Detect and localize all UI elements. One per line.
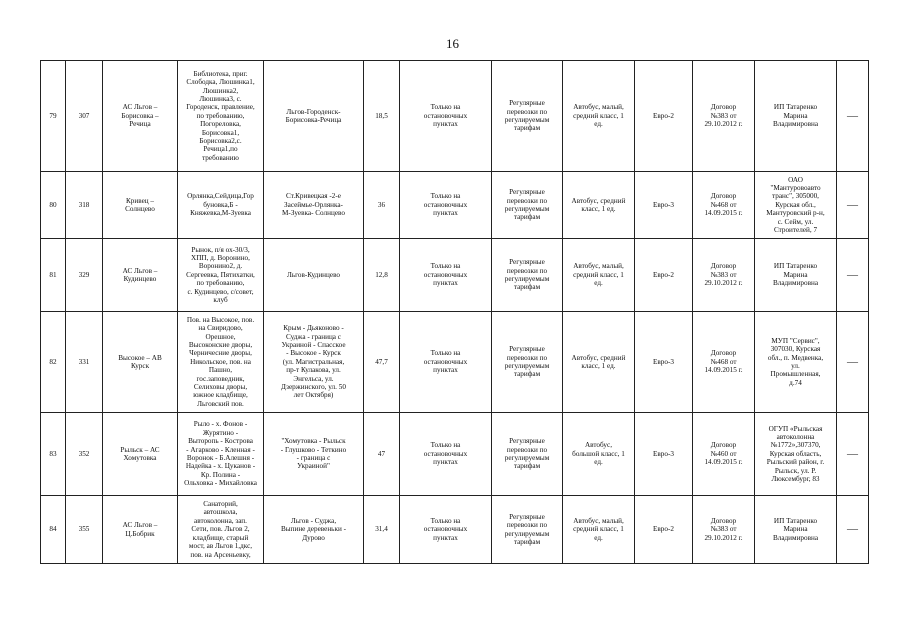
row-number-cell: 79 xyxy=(41,61,66,172)
cell-line: Рыльск, ул. Р. xyxy=(774,466,817,475)
cell-line: Регулярные xyxy=(509,437,545,446)
cell-line: с. Сейм, ул. xyxy=(777,217,814,226)
cell-line: Кудинцево xyxy=(123,275,157,283)
route-length-cell: 36 xyxy=(364,172,400,239)
cell-line: Рыльский район, г. xyxy=(766,458,825,467)
cell-line: регулируемым xyxy=(504,116,550,124)
vehicle-class-cell xyxy=(563,239,635,312)
dash-cell: — xyxy=(837,61,869,172)
route-name-cell xyxy=(103,239,178,312)
cell-line: Марина xyxy=(783,270,808,279)
cell-line: Рыло - х. Фонов - xyxy=(193,420,248,429)
cell-line: Борисовка1, xyxy=(201,128,240,137)
cell-line: Украиной" xyxy=(297,462,330,471)
cell-line: Договор xyxy=(710,441,737,450)
eco-class-cell: Евро-2 xyxy=(635,61,693,172)
cell-line: Автобус, xyxy=(584,441,612,450)
boarding-order-cell xyxy=(400,61,492,172)
row-number-cell: 84 xyxy=(41,496,66,564)
cell-line: остановочных xyxy=(423,270,468,279)
cell-line: Дурово xyxy=(302,533,325,542)
cell-line: пунктах xyxy=(433,279,458,288)
dash-cell: — xyxy=(837,312,869,413)
cell-line: Библиотека, приг. xyxy=(193,69,248,78)
cell-line: Селиховы дворы, xyxy=(193,383,248,392)
cell-line: Высоконские дворы, xyxy=(188,340,253,349)
transport-type-cell xyxy=(492,496,563,564)
route-name-cell xyxy=(103,312,178,413)
cell-line: Ц.Бобрик xyxy=(125,529,155,538)
cell-line: Пашно, xyxy=(208,366,233,375)
intermediate-stops-cell xyxy=(178,496,264,564)
eco-class-cell: Евро-2 xyxy=(635,496,693,564)
registration-number-cell: 355 xyxy=(66,496,103,564)
cell-line: Выторопь - Кострова xyxy=(188,437,253,446)
cell-line: Владимировна xyxy=(772,533,819,542)
table-row xyxy=(41,312,869,413)
cell-line: Люшинка2, xyxy=(202,86,239,95)
cell-line: Сергеевка, Пятихатки, xyxy=(186,270,255,279)
cell-line: лет Октября) xyxy=(293,391,334,400)
cell-line: регулируемым xyxy=(504,529,550,538)
cell-line: автоколонна, зап. xyxy=(194,516,247,525)
row-number-cell: 82 xyxy=(41,312,66,413)
cell-line: с. Кудинцево, с/совет, xyxy=(187,287,254,296)
cell-line: пов. на Арсеньевку, xyxy=(190,550,251,559)
route-name-cell xyxy=(103,496,178,564)
cell-line: класс, 1 ед. xyxy=(581,205,616,213)
carrier-cell xyxy=(755,239,837,312)
cell-line: 14.09.2015 г. xyxy=(704,209,743,218)
cell-line: Льгов - Суджа, xyxy=(290,516,337,525)
cell-line: 29.10.2012 г. xyxy=(704,279,743,288)
carrier-cell xyxy=(755,61,837,172)
route-name-cell xyxy=(103,172,178,239)
cell-line: Высокое – АВ xyxy=(118,353,162,362)
cell-line: Договор xyxy=(710,516,737,525)
contract-cell xyxy=(693,172,755,239)
cell-line: Марина xyxy=(783,525,808,534)
cell-line: ед. xyxy=(594,533,603,542)
eco-class-cell: Евро-3 xyxy=(635,312,693,413)
contract-cell xyxy=(693,61,755,172)
boarding-order-cell xyxy=(400,312,492,413)
cell-line: Льговский пов. xyxy=(197,399,244,408)
cell-line: тарифам xyxy=(513,213,541,222)
vehicle-class-cell xyxy=(563,413,635,496)
cell-line: Санаторий, xyxy=(203,500,238,509)
cell-line: АС Льгов – xyxy=(122,103,158,112)
contract-cell xyxy=(693,413,755,496)
row-number-cell: 81 xyxy=(41,239,66,312)
cell-line: Ольховка - Михайловка xyxy=(184,479,257,488)
cell-line: перевозки по xyxy=(506,445,548,454)
table-row xyxy=(41,172,869,239)
intermediate-stops-cell xyxy=(178,413,264,496)
cell-line: 307030, Курская xyxy=(770,345,821,354)
boarding-order-cell xyxy=(400,239,492,312)
intermediate-stops-cell xyxy=(178,172,264,239)
cell-line: остановочных xyxy=(423,449,468,458)
cell-line: ИП Татаренко xyxy=(773,516,818,525)
cell-line: требованию xyxy=(202,153,239,162)
cell-line: пр-т Кулакова, ул. xyxy=(286,366,341,375)
cell-line: Засеймье-Орлянка- xyxy=(284,200,343,209)
cell-line: тарифам xyxy=(513,124,541,133)
cell-line: №468 от xyxy=(710,357,737,366)
cell-line: обл., п. Медвенка, xyxy=(767,353,824,362)
cell-line: гос.заповедник, xyxy=(196,374,245,383)
cell-line: по требованию, xyxy=(196,279,245,288)
cell-line: Надейка - х. Цуканов - xyxy=(185,462,256,471)
cell-line: ед. xyxy=(594,120,603,129)
cell-line: ОАО xyxy=(788,175,803,184)
eco-class-cell: Евро-2 xyxy=(635,239,693,312)
cell-line: №468 от xyxy=(710,200,737,209)
cell-line: Только на xyxy=(430,516,461,525)
cell-line: Льгов-Городенск- xyxy=(286,107,341,116)
table-row xyxy=(41,496,869,564)
registration-number-cell: 352 xyxy=(66,413,103,496)
cell-line: класс, 1 ед. xyxy=(581,362,616,370)
cell-line: Журятино - xyxy=(202,428,239,437)
cell-line: №383 от xyxy=(710,111,737,120)
cell-line: пунктах xyxy=(433,209,458,218)
cell-line: 29.10.2012 г. xyxy=(704,120,743,129)
cell-line: Суджа - граница с xyxy=(285,332,341,341)
cell-line: Владимировна xyxy=(772,120,819,129)
cell-line: Орлянка,Сейдица,Гор xyxy=(187,192,254,201)
cell-line: Регулярные xyxy=(509,345,545,354)
cell-line: пунктах xyxy=(433,366,458,375)
cell-line: автошкола, xyxy=(203,508,238,517)
registration-number-cell: 331 xyxy=(66,312,103,413)
cell-line: д.74 xyxy=(789,378,802,387)
cell-line: перевозки по xyxy=(506,521,548,530)
cell-line: АС Льгов – xyxy=(122,266,158,275)
dash-cell: — xyxy=(837,413,869,496)
cell-line: №383 от xyxy=(710,270,737,279)
carrier-cell xyxy=(755,413,837,496)
cell-line: 14.09.2015 г. xyxy=(704,366,743,375)
registration-number-cell: 329 xyxy=(66,239,103,312)
cell-line: Черничесние дворы, xyxy=(189,349,252,358)
cell-line: остановочных xyxy=(423,525,468,534)
cell-line: Владимировна xyxy=(772,279,819,288)
cell-line: ул. xyxy=(791,362,800,370)
dash-cell: — xyxy=(837,172,869,239)
route-length-cell: 47 xyxy=(364,413,400,496)
vehicle-class-cell xyxy=(563,172,635,239)
cell-line: Речица1,по xyxy=(203,145,238,154)
cell-line: Борисовка – xyxy=(121,111,159,120)
cell-line: №1772»,307370, xyxy=(770,441,821,450)
cell-line: Люксембург, 83 xyxy=(771,475,820,484)
cell-line: остановочных xyxy=(423,357,468,366)
cell-line: тарифам xyxy=(513,283,541,292)
cell-line: Воронок - Б.Алешня - xyxy=(186,454,255,462)
cell-line: пунктах xyxy=(433,458,458,467)
cell-line: Ст.Кривецкая -2-е xyxy=(286,192,341,201)
cell-line: Только на xyxy=(430,103,461,112)
cell-line: буновка,Б - xyxy=(203,200,238,209)
cell-line: Регулярные xyxy=(509,258,545,267)
routes-table-body xyxy=(41,61,869,564)
cell-line: Только на xyxy=(430,349,461,358)
cell-line: Рыльск – АС xyxy=(120,445,160,454)
transport-type-cell xyxy=(492,239,563,312)
cell-line: по требованию, xyxy=(196,111,245,120)
cell-line: Люшинка3, с. xyxy=(199,94,242,103)
carrier-cell xyxy=(755,496,837,564)
vehicle-class-cell xyxy=(563,61,635,172)
cell-line: автоколонна xyxy=(776,432,815,441)
cell-line: средний класс, 1 xyxy=(573,270,624,279)
cell-line: кладбище, старый xyxy=(192,533,249,542)
cell-line: ХПП, д. Воронино, xyxy=(191,253,250,262)
registration-number-cell: 318 xyxy=(66,172,103,239)
cell-line: Сети, пов. Льгов 2, xyxy=(191,525,250,534)
cell-line: Речица xyxy=(129,120,151,129)
cell-line: 29.10.2012 г. xyxy=(704,533,743,542)
cell-line: ОГУП «Рыльская xyxy=(768,424,823,433)
cell-line: Автобус, малый, xyxy=(573,262,624,271)
boarding-order-cell xyxy=(400,172,492,239)
cell-line: южное кладбище, xyxy=(193,391,248,400)
table-row xyxy=(41,239,869,312)
cell-line: Договор xyxy=(710,192,737,201)
cell-line: большой класс, 1 xyxy=(572,449,625,458)
cell-line: Автобус, малый, xyxy=(573,516,624,525)
cell-line: Автобус, средний xyxy=(571,196,626,205)
route-name-cell xyxy=(103,413,178,496)
boarding-order-cell xyxy=(400,496,492,564)
cell-line: Курск xyxy=(130,362,150,370)
boarding-order-cell xyxy=(400,413,492,496)
cell-line: №460 от xyxy=(710,449,737,458)
cell-line: Марина xyxy=(783,111,808,120)
cell-line: ИП Татаренко xyxy=(773,103,818,112)
carrier-cell xyxy=(755,172,837,239)
cell-line: Крым - Дьяконово - xyxy=(283,324,344,333)
cell-line: МУП "Сервис", xyxy=(771,336,820,345)
cell-line: Договор xyxy=(710,103,737,112)
cell-line: - Высокое - Курск xyxy=(286,349,341,358)
cell-line: Борисовка-Речица xyxy=(285,116,342,124)
cell-line: Воронино2, д. xyxy=(198,262,243,271)
cell-line: Регулярные xyxy=(509,512,545,521)
page-number: 16 xyxy=(446,36,459,51)
intermediate-stops-cell xyxy=(178,312,264,413)
cell-line: Украиной - Спасское xyxy=(281,340,346,349)
cell-line: Рынок, п/я ох-30/3, xyxy=(191,245,250,254)
cell-line: на Свиридово, xyxy=(198,324,243,333)
carrier-cell xyxy=(755,312,837,413)
contract-cell xyxy=(693,239,755,312)
eco-class-cell: Евро-3 xyxy=(635,172,693,239)
table-row xyxy=(41,61,869,172)
cell-line: перевозки по xyxy=(506,196,548,205)
cell-line: Энгельса, ул. xyxy=(293,374,334,383)
eco-class-cell: Евро-3 xyxy=(635,413,693,496)
cell-line: пунктах xyxy=(433,533,458,542)
cell-line: Строителей, 7 xyxy=(773,226,818,235)
cell-line: ИП Татаренко xyxy=(773,262,818,271)
cell-line: Автобус, малый, xyxy=(573,103,624,112)
cell-line: транс", 305000, xyxy=(772,192,819,201)
route-length-cell: 31,4 xyxy=(364,496,400,564)
cell-line: Борисовка2,с. xyxy=(199,137,242,146)
contract-cell xyxy=(693,496,755,564)
cell-line: Промышленная, xyxy=(770,370,821,379)
cell-line: перевозки по xyxy=(506,353,548,362)
row-number-cell: 80 xyxy=(41,172,66,239)
cell-line: Слободка, Люшинка1, xyxy=(186,78,255,87)
cell-line: Орешное, xyxy=(205,332,236,341)
transport-type-cell xyxy=(492,172,563,239)
cell-line: Регулярные xyxy=(509,99,545,108)
cell-line: "Хомутовка - Рыльск xyxy=(281,437,346,446)
cell-line: М-Зуевка- Солнцево xyxy=(282,209,345,218)
cell-line: Солнцево xyxy=(125,205,155,213)
cell-line: перевозки по xyxy=(506,107,548,116)
cell-line: ед. xyxy=(594,279,603,288)
cell-line: Только на xyxy=(430,192,461,201)
cell-line: Курская обл., xyxy=(775,200,816,209)
cell-line: Только на xyxy=(430,441,461,450)
cell-line: остановочных xyxy=(423,200,468,209)
route-streets-cell xyxy=(264,61,364,172)
cell-line: Дзержинского, ул. 50 xyxy=(281,383,346,392)
cell-line: регулируемым xyxy=(504,454,550,462)
registration-number-cell: 307 xyxy=(66,61,103,172)
route-streets-cell xyxy=(264,239,364,312)
cell-line: - Агарково - Кленная - xyxy=(186,445,255,454)
cell-line: остановочных xyxy=(423,111,468,120)
cell-line: Кривец – xyxy=(125,196,154,205)
cell-line: Договор xyxy=(710,262,737,271)
cell-line: - Глушково - Теткино xyxy=(280,445,347,454)
cell-line: Хомутовка xyxy=(123,454,157,462)
vehicle-class-cell xyxy=(563,312,635,413)
cell-line: Автобус, средний xyxy=(571,353,626,362)
cell-line: тарифам xyxy=(513,370,541,379)
cell-line: Регулярные xyxy=(509,188,545,197)
cell-line: Курская область, xyxy=(769,449,822,458)
cell-line: Только на xyxy=(430,262,461,271)
cell-line: регулируемым xyxy=(504,362,550,370)
route-length-cell: 18,5 xyxy=(364,61,400,172)
cell-line: регулируемым xyxy=(504,205,550,213)
transport-type-cell xyxy=(492,312,563,413)
cell-line: №383 от xyxy=(710,525,737,534)
route-length-cell: 12,8 xyxy=(364,239,400,312)
cell-line: "Мантуровоавто xyxy=(770,183,821,192)
cell-line: Льгов-Кудинцево xyxy=(286,270,341,279)
cell-line: Договор xyxy=(710,349,737,358)
route-streets-cell xyxy=(264,496,364,564)
cell-line: регулируемым xyxy=(504,275,550,283)
cell-line: АС Льгов – xyxy=(122,521,158,530)
dash-cell: — xyxy=(837,496,869,564)
transport-type-cell xyxy=(492,413,563,496)
route-streets-cell xyxy=(264,172,364,239)
cell-line: клуб xyxy=(213,296,228,305)
contract-cell xyxy=(693,312,755,413)
route-streets-cell xyxy=(264,312,364,413)
transport-type-cell xyxy=(492,61,563,172)
cell-line: Городенск, правление, xyxy=(186,103,255,112)
intermediate-stops-cell xyxy=(178,239,264,312)
cell-line: Выпине деревеньки - xyxy=(281,525,346,534)
row-number-cell: 83 xyxy=(41,413,66,496)
cell-line: ед. xyxy=(594,458,603,467)
table-row xyxy=(41,413,869,496)
route-streets-cell xyxy=(264,413,364,496)
cell-line: Пов. на Высокое, пов. xyxy=(186,315,255,324)
route-name-cell xyxy=(103,61,178,172)
routes-table xyxy=(40,60,869,564)
cell-line: - граница с xyxy=(296,454,331,462)
vehicle-class-cell xyxy=(563,496,635,564)
intermediate-stops-cell xyxy=(178,61,264,172)
cell-line: Погореловка, xyxy=(200,120,241,129)
cell-line: пунктах xyxy=(433,120,458,129)
cell-line: Мантуровский р-н, xyxy=(766,209,825,218)
cell-line: перевозки по xyxy=(506,266,548,275)
cell-line: мост, ав Льгов 1,дкс, xyxy=(188,542,253,551)
cell-line: тарифам xyxy=(513,462,541,471)
cell-line: тарифам xyxy=(513,537,541,546)
cell-line: Никольское, пов. на xyxy=(190,357,251,366)
cell-line: средний класс, 1 xyxy=(573,111,624,120)
cell-line: 14.09.2015 г. xyxy=(704,458,743,467)
cell-line: (ул. Магистральная, xyxy=(282,357,345,366)
cell-line: Княжевка,М-Зуевка xyxy=(190,209,251,218)
cell-line: средний класс, 1 xyxy=(573,525,624,534)
dash-cell: — xyxy=(837,239,869,312)
route-length-cell: 47,7 xyxy=(364,312,400,413)
cell-line: Кр. Полина - xyxy=(200,470,241,479)
